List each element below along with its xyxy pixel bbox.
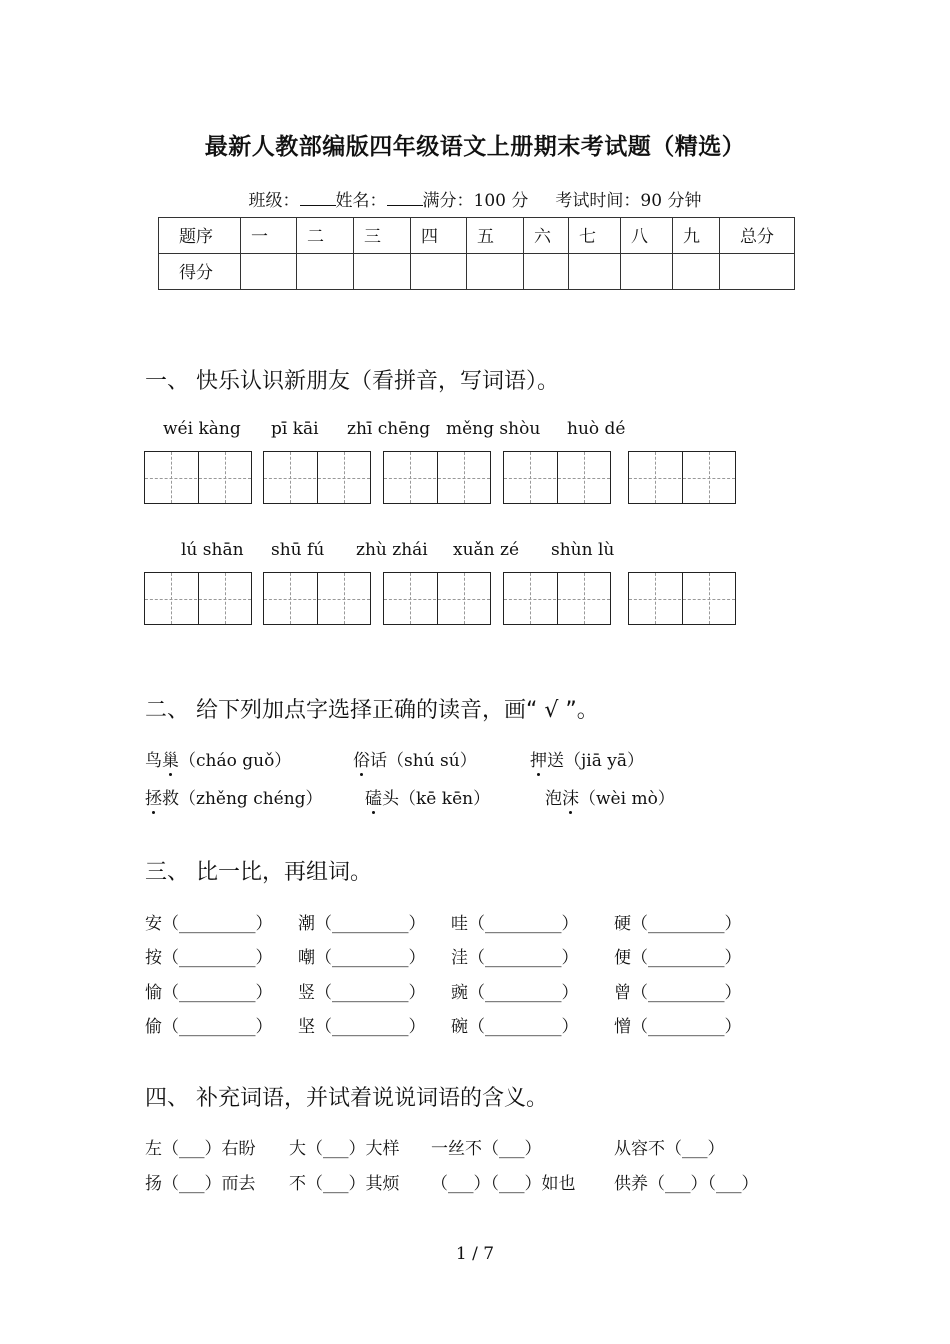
class-label: 班级：: [248, 191, 300, 211]
idiom-item[interactable]: 供养（___）（___）: [614, 1174, 759, 1194]
pinyin-label: zhù zhái: [356, 540, 428, 560]
word-item[interactable]: 憎（_________）: [614, 1017, 742, 1037]
score-header-cell: 总分: [720, 218, 795, 254]
writing-grid[interactable]: [263, 451, 371, 504]
score-header-cell: 八: [621, 218, 673, 254]
section1-heading: 一、 快乐认识新朋友（看拼音，写词语）。: [145, 369, 559, 394]
dotted-char: 沫: [562, 789, 579, 809]
writing-grid[interactable]: [383, 572, 491, 625]
writing-grid[interactable]: [144, 572, 252, 625]
dotted-char: 巢: [162, 751, 179, 771]
class-blank[interactable]: [300, 191, 336, 206]
score-table: [158, 217, 795, 290]
score-cell[interactable]: [621, 254, 673, 290]
idiom-item[interactable]: 一丝不（___）: [431, 1139, 542, 1159]
word-item[interactable]: 安（_________）: [145, 914, 273, 934]
score-header-cell: 五: [467, 218, 524, 254]
word-item[interactable]: 洼（_________）: [451, 948, 579, 968]
word-item[interactable]: 便（_________）: [614, 948, 742, 968]
pinyin-label: měng shòu: [446, 419, 541, 439]
idiom-item[interactable]: 大（___）大样: [289, 1139, 400, 1159]
reading-item[interactable]: 拯救（zhěng chéng）: [145, 789, 323, 809]
pinyin-label: shū fú: [271, 540, 325, 560]
score-cell[interactable]: [524, 254, 569, 290]
page-title: 最新人教部编版四年级语文上册期末考试题（精选）: [204, 134, 746, 160]
word-item[interactable]: 硬（_________）: [614, 914, 742, 934]
word-item[interactable]: 愉（_________）: [145, 983, 273, 1003]
score-cell[interactable]: [673, 254, 720, 290]
pinyin-label: lú shān: [181, 540, 244, 560]
pinyin-label: shùn lù: [551, 540, 615, 560]
word-item[interactable]: 豌（_________）: [451, 983, 579, 1003]
writing-grid[interactable]: [263, 572, 371, 625]
full-score: 满分：100 分: [422, 191, 529, 211]
score-header-row: [159, 218, 795, 254]
word-item[interactable]: 哇（_________）: [451, 914, 579, 934]
dotted-char: 磕: [365, 789, 382, 809]
score-cell[interactable]: [241, 254, 297, 290]
word-item[interactable]: 碗（_________）: [451, 1017, 579, 1037]
score-header-cell: 九: [673, 218, 720, 254]
score-row-label: 得分: [159, 254, 241, 290]
pinyin-label: huò dé: [567, 419, 626, 439]
score-cell[interactable]: [720, 254, 795, 290]
dotted-char: 拯: [145, 789, 162, 809]
pinyin-label: xuǎn zé: [453, 540, 520, 560]
exam-info: [0, 186, 950, 211]
reading-item[interactable]: 俗话（shú sú）: [353, 751, 477, 771]
writing-grid[interactable]: [503, 451, 611, 504]
idiom-item[interactable]: （___）（___）如也: [431, 1174, 576, 1194]
section4-heading: 四、 补充词语，并试着说说词语的含义。: [145, 1086, 548, 1111]
score-header-cell: 一: [241, 218, 297, 254]
pinyin-label: zhī chēng: [347, 419, 431, 439]
word-item[interactable]: 偷（_________）: [145, 1017, 273, 1037]
score-header-cell: 二: [297, 218, 354, 254]
reading-item[interactable]: 押送（jiā yā）: [530, 751, 644, 771]
word-item[interactable]: 竖（_________）: [298, 983, 426, 1003]
pinyin-label: wéi kàng: [163, 419, 241, 439]
reading-item[interactable]: 鸟巢（cháo guǒ）: [145, 751, 292, 771]
idiom-item[interactable]: 从容不（___）: [614, 1139, 725, 1159]
section3-heading: 三、 比一比，再组词。: [145, 860, 372, 885]
score-cell[interactable]: [297, 254, 354, 290]
writing-grid[interactable]: [628, 572, 736, 625]
word-item[interactable]: 曾（_________）: [614, 983, 742, 1003]
word-item[interactable]: 坚（_________）: [298, 1017, 426, 1037]
writing-grid[interactable]: [628, 451, 736, 504]
dotted-char: 俗: [353, 751, 370, 771]
score-header-cell: 四: [411, 218, 467, 254]
word-item[interactable]: 按（_________）: [145, 948, 273, 968]
score-cell[interactable]: [569, 254, 621, 290]
name-blank[interactable]: [387, 191, 423, 206]
score-header-cell: 六: [524, 218, 569, 254]
page-number: 1 / 7: [455, 1244, 495, 1264]
exam-time: 考试时间：90 分钟: [555, 191, 702, 211]
idiom-item[interactable]: 不（___）其烦: [289, 1174, 400, 1194]
score-header-cell: 三: [354, 218, 411, 254]
name-label: 姓名：: [335, 191, 387, 211]
score-cell[interactable]: [411, 254, 467, 290]
writing-grid[interactable]: [503, 572, 611, 625]
writing-grid[interactable]: [383, 451, 491, 504]
dotted-char: 押: [530, 751, 547, 771]
score-cell[interactable]: [354, 254, 411, 290]
reading-item[interactable]: 磕头（kē kēn）: [365, 789, 491, 809]
word-item[interactable]: 嘲（_________）: [298, 948, 426, 968]
idiom-item[interactable]: 扬（___）而去: [145, 1174, 256, 1194]
idiom-item[interactable]: 左（___）右盼: [145, 1139, 256, 1159]
score-header-cell: 题序: [159, 218, 241, 254]
reading-item[interactable]: 泡沫（wèi mò）: [545, 789, 675, 809]
pinyin-label: pī kāi: [271, 419, 319, 439]
score-cell[interactable]: [467, 254, 524, 290]
word-item[interactable]: 潮（_________）: [298, 914, 426, 934]
section2-heading: 二、 给下列加点字选择正确的读音，画“ √ ”。: [145, 698, 599, 723]
writing-grid[interactable]: [144, 451, 252, 504]
score-header-cell: 七: [569, 218, 621, 254]
score-row: [159, 254, 795, 290]
